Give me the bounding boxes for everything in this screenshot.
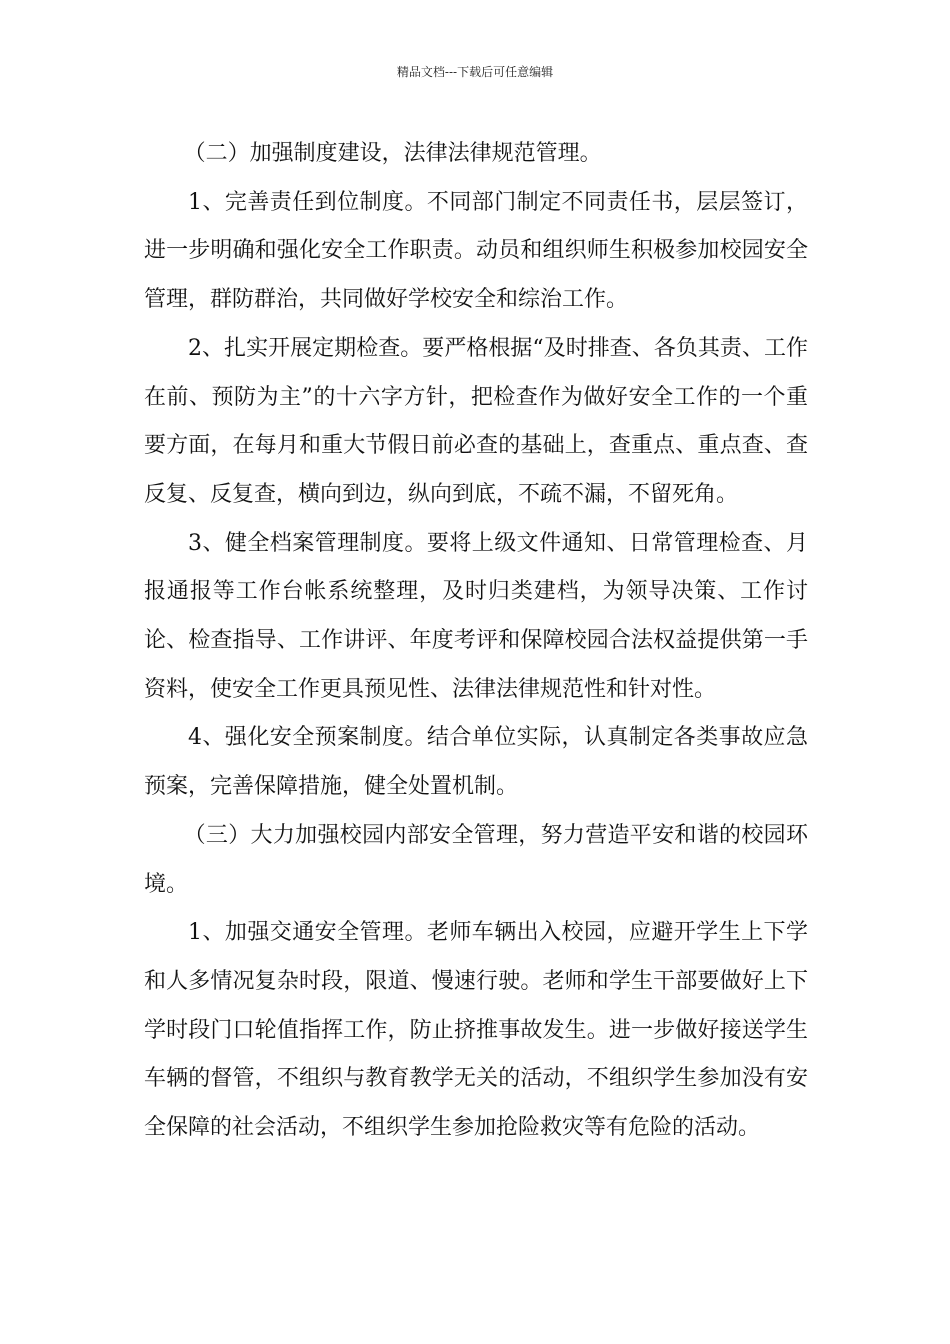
paragraph-inspection: 2、扎实开展定期检查。要严格根据“及时排查、各负其责、工作在前、预防为主”的十六字方针，把检查作为做好安全工作的一个重要方面，在每月和重大节假日前必查的基础上，查重点、重点查、查反复、反复查，横向到边，纵向到底，不疏不漏，不留死角。 — [144, 335, 808, 507]
page-header: 精品文档---下载后可任意编辑 — [396, 65, 554, 79]
paragraph-contingency: 4、强化安全预案制度。结合单位实际，认真制定各类事故应急预案，完善保障措施，健全处置机制。 — [144, 725, 808, 800]
paragraph-archives: 3、健全档案管理制度。要将上级文件通知、日常管理检查、月报通报等工作台帐系统整理，及时归类建档，为领导决策、工作讨论、检查指导、工作讲评、年度考评和保障校园合法权益提供第一手资料，使安全工作更具预见性、法律法律规范性和针对性。 — [144, 530, 808, 702]
paragraph-traffic-safety: 1、加强交通安全管理。老师车辆出入校园，应避开学生上下学和人多情况复杂时段，限道、慢速行驶。老师和学生干部要做好上下学时段门口轮值指挥工作，防止挤推事故发生。进一步做好接送学生车辆的督管，不组织与教育教学无关的活动，不组织学生参加没有安全保障的社会活动，不组织学生参加抢险救灾等有危险的活动。 — [144, 920, 808, 1141]
section-heading-3: （三）大力加强校园内部安全管理，努力营造平安和谐的校园环境。 — [144, 822, 808, 897]
document-body — [144, 130, 808, 1153]
paragraph-responsibility: 1、完善责任到位制度。不同部门制定不同责任书，层层签订，进一步明确和强化安全工作职责。动员和组织师生积极参加校园安全管理，群防群治，共同做好学校安全和综治工作。 — [144, 189, 808, 313]
section-heading-2: （二）加强制度建设，法律法律规范管理。 — [183, 141, 602, 166]
